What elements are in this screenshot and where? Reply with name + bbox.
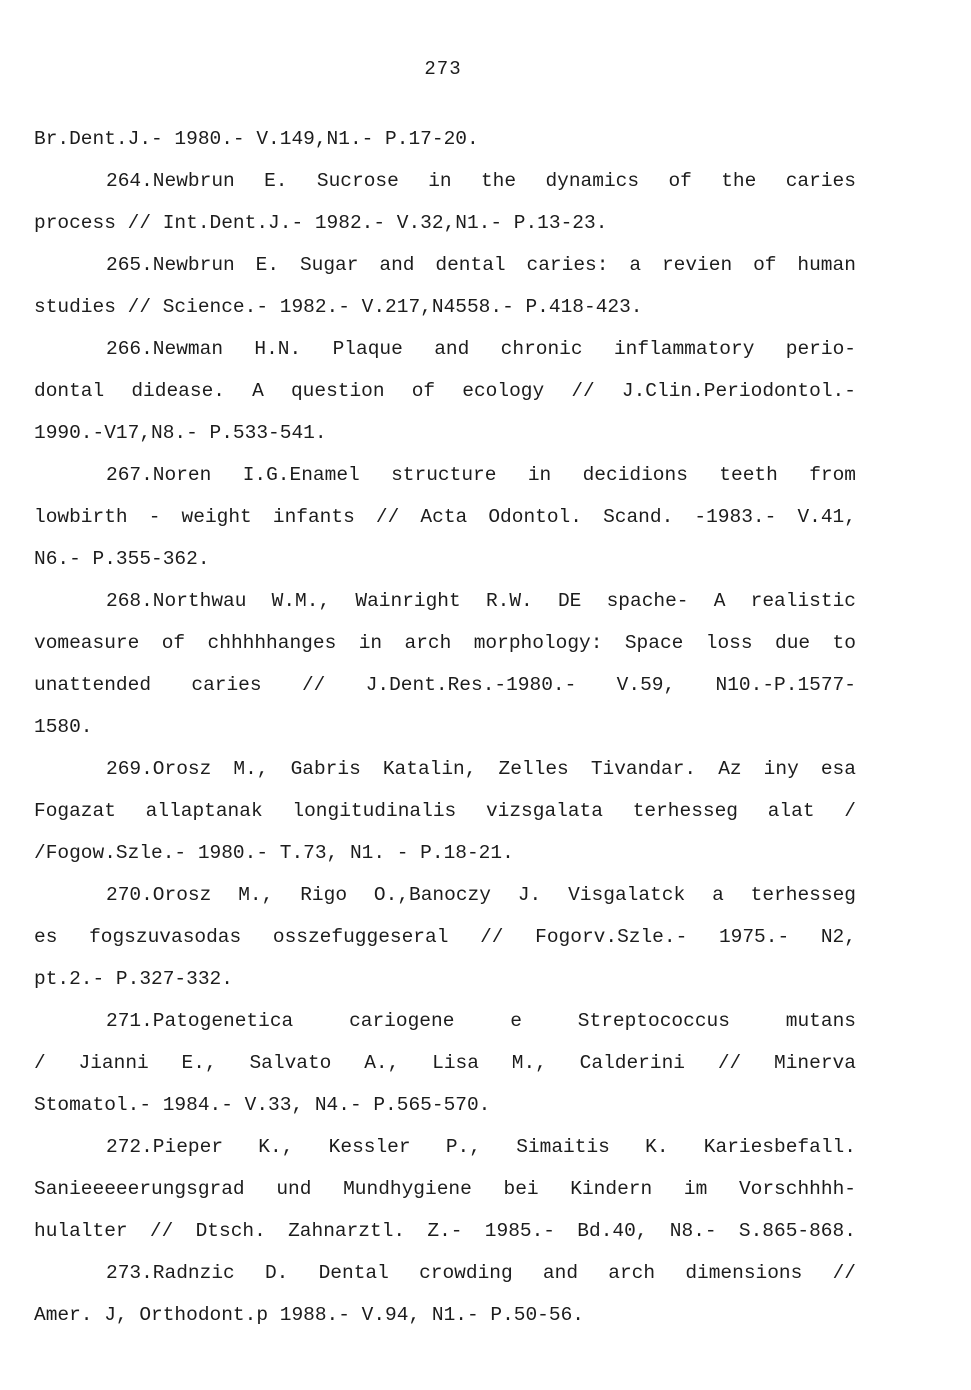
reference-word: Kariesbefall. xyxy=(703,1136,856,1158)
reference-word: cariogene xyxy=(349,1010,455,1032)
reference-word: a xyxy=(712,884,724,906)
reference-word: N8.- xyxy=(669,1220,717,1242)
reference-word: Scand. xyxy=(603,506,674,528)
reference-word: arch xyxy=(404,632,452,654)
reference-line: 1990.-V17,N8.- P.533-541. xyxy=(34,422,327,444)
reference-word: Salvato xyxy=(249,1052,332,1074)
reference-word: I.G.Enamel xyxy=(242,464,360,486)
reference-word: Acta xyxy=(420,506,468,528)
reference-word: bei xyxy=(503,1178,539,1200)
reference-line xyxy=(34,1042,856,1084)
reference-word: 266.Newman xyxy=(106,338,224,360)
reference-word: Lisa xyxy=(432,1052,479,1074)
reference-line xyxy=(34,664,856,706)
reference-word: longitudinalis xyxy=(292,800,457,822)
reference-word: infants xyxy=(272,506,355,528)
reference-word: Odontol. xyxy=(488,506,582,528)
reference-word: arch xyxy=(608,1262,656,1284)
reference-word: Sanieeeeerungsgrad xyxy=(34,1178,245,1200)
reference-word: N10.-P.1577- xyxy=(715,674,856,696)
reference-word: morphology: xyxy=(473,632,603,654)
reference-word: caries: xyxy=(526,254,609,276)
reference-word: dontal xyxy=(34,380,105,402)
reference-word: M., xyxy=(511,1052,547,1074)
reference-line xyxy=(34,1168,856,1210)
reference-word: terhesseg xyxy=(750,884,856,906)
reference-word: inflammatory xyxy=(613,338,755,360)
reference-word: human xyxy=(797,254,856,276)
reference-word: O.,Banoczy xyxy=(373,884,491,906)
reference-word: 265.Newbrun xyxy=(106,254,235,276)
reference-word: unattended xyxy=(34,674,152,696)
reference-line: studies // Science.- 1982.- V.217,N4558.- P.418-423. xyxy=(34,296,643,318)
reference-word: // xyxy=(571,380,595,402)
reference-word: Jianni xyxy=(78,1052,149,1074)
reference-word: es xyxy=(34,926,58,948)
reference-word: J. xyxy=(517,884,542,906)
reference-word: didease. xyxy=(131,380,225,402)
reference-word: question xyxy=(290,380,385,402)
reference-word: Vorschhhh- xyxy=(738,1178,856,1200)
reference-word: Streptococcus xyxy=(577,1010,730,1032)
reference-word: Mundhygiene xyxy=(343,1178,472,1200)
reference-word: W.M., xyxy=(271,590,331,612)
reference-line xyxy=(34,916,856,958)
reference-word: J.Dent.Res.-1980.- xyxy=(365,674,577,696)
reference-word: and xyxy=(542,1262,579,1284)
reference-line xyxy=(34,580,856,622)
reference-word: in xyxy=(527,464,552,486)
reference-line: N6.- P.355-362. xyxy=(34,548,210,570)
reference-word: 272.Pieper xyxy=(106,1136,224,1158)
reference-word: im xyxy=(683,1178,708,1200)
reference-word: mutans xyxy=(785,1010,856,1032)
reference-word: caries xyxy=(785,170,856,192)
reference-word: 268.Northwau xyxy=(106,590,247,612)
reference-word: Katalin, xyxy=(382,758,477,780)
reference-word: fogszuvasodas xyxy=(89,926,242,948)
reference-word: A xyxy=(252,380,264,402)
reference-word: chronic xyxy=(500,338,583,360)
reference-line xyxy=(34,244,856,286)
reference-word: Tivandar. xyxy=(590,758,697,780)
reference-word: Dtsch. xyxy=(195,1220,266,1242)
reference-word: K., xyxy=(258,1136,294,1158)
reference-word: // xyxy=(717,1052,742,1074)
reference-line xyxy=(34,454,856,496)
reference-line xyxy=(34,160,856,202)
reference-word: due xyxy=(775,632,811,654)
reference-word: structure xyxy=(391,464,497,486)
reference-word: Zelles xyxy=(498,758,569,780)
reference-word: alat xyxy=(767,800,815,822)
reference-word: and xyxy=(434,338,470,360)
reference-word: Fogorv.Szle.- xyxy=(535,926,688,948)
reference-word: Fogazat xyxy=(34,800,116,822)
reference-word: vizsgalata xyxy=(485,800,603,822)
reference-word: 271.Patogenetica xyxy=(106,1010,294,1032)
reference-word: 264.Newbrun xyxy=(106,170,235,192)
reference-line xyxy=(34,622,856,664)
reference-word: hulalter xyxy=(34,1220,128,1242)
reference-word: 269.Orosz xyxy=(106,758,212,780)
reference-line: Br.Dent.J.- 1980.- V.149,N1.- P.17-20. xyxy=(34,128,479,150)
reference-word: dimensions xyxy=(685,1262,803,1284)
reference-word: // xyxy=(832,1262,856,1284)
reference-word: lowbirth xyxy=(34,506,128,528)
reference-word: Minerva xyxy=(774,1052,856,1074)
reference-word: und xyxy=(276,1178,312,1200)
reference-word: of xyxy=(668,170,692,192)
reference-word: perio- xyxy=(785,338,856,360)
reference-word: 267.Noren xyxy=(106,464,212,486)
reference-word: P., xyxy=(445,1136,481,1158)
reference-word: dynamics xyxy=(545,170,640,192)
reference-word: revien xyxy=(661,254,733,276)
reference-word: Zahnarztl. xyxy=(288,1220,406,1242)
reference-word: decidions xyxy=(582,464,688,486)
reference-word: ecology xyxy=(462,380,545,402)
reference-word: R.W. xyxy=(485,590,533,612)
reference-line: Amer. J, Orthodont.p 1988.- V.94, N1.- P.50-56. xyxy=(34,1304,584,1326)
reference-word: S.865-868. xyxy=(738,1220,856,1242)
reference-word: spache- xyxy=(606,590,689,612)
reference-word: J.Clin.Periodontol.- xyxy=(621,380,856,402)
page-number: 273 xyxy=(424,58,462,80)
reference-word: of xyxy=(411,380,436,402)
reference-word: Rigo xyxy=(300,884,348,906)
reference-word: - xyxy=(148,506,161,528)
reference-word: iny xyxy=(763,758,799,780)
reference-word: chhhhhanges xyxy=(207,632,337,654)
reference-word: allaptanak xyxy=(145,800,263,822)
reference-word: from xyxy=(809,464,856,486)
reference-word: vomeasure xyxy=(34,632,140,654)
reference-line xyxy=(34,496,856,538)
reference-word: 1985.- xyxy=(484,1220,556,1242)
reference-word: // xyxy=(301,674,326,696)
reference-line xyxy=(34,1210,856,1252)
reference-line xyxy=(34,1126,856,1168)
reference-line: Stomatol.- 1984.- V.33, N4.- P.565-570. xyxy=(34,1094,491,1116)
reference-word: // xyxy=(375,506,400,528)
reference-word: a xyxy=(629,254,642,276)
reference-word: the xyxy=(721,170,757,192)
reference-word: teeth xyxy=(719,464,778,486)
reference-word: / xyxy=(34,1052,46,1074)
reference-word: dental xyxy=(435,254,506,276)
reference-word: 273.Radnzic xyxy=(106,1262,235,1284)
reference-word: K. xyxy=(645,1136,669,1158)
reference-word: Kindern xyxy=(570,1178,653,1200)
reference-word: crowding xyxy=(419,1262,513,1284)
reference-word: / xyxy=(844,800,856,822)
reference-word: 270.Orosz xyxy=(106,884,212,906)
reference-line xyxy=(34,328,856,370)
reference-word: DE xyxy=(557,590,582,612)
reference-word: Sugar xyxy=(299,254,359,276)
reference-word: realistic xyxy=(750,590,856,612)
reference-word: in xyxy=(358,632,383,654)
reference-word: the xyxy=(480,170,517,192)
reference-word: Dental xyxy=(318,1262,389,1284)
reference-word: N2, xyxy=(820,926,856,948)
reference-word: of xyxy=(161,632,186,654)
reference-word: esa xyxy=(820,758,856,780)
reference-word: in xyxy=(428,170,452,192)
reference-word: Visgalatck xyxy=(568,884,686,906)
reference-line: pt.2.- P.327-332. xyxy=(34,968,233,990)
reference-word: loss xyxy=(705,632,753,654)
reference-list xyxy=(34,118,856,1336)
reference-word: E., xyxy=(181,1052,217,1074)
reference-word: A., xyxy=(364,1052,400,1074)
reference-word: Az xyxy=(718,758,742,780)
reference-line xyxy=(34,370,856,412)
reference-word: Calderini xyxy=(579,1052,685,1074)
reference-line xyxy=(34,874,856,916)
reference-word: V.41, xyxy=(797,506,856,528)
reference-word: // xyxy=(480,926,504,948)
reference-word: osszefuggeseral xyxy=(272,926,449,948)
reference-word: Space xyxy=(624,632,684,654)
reference-word: caries xyxy=(191,674,262,696)
reference-word: D. xyxy=(264,1262,289,1284)
reference-word: A xyxy=(713,590,726,612)
reference-word: E. xyxy=(255,254,280,276)
reference-word: Wainright xyxy=(355,590,461,612)
reference-word: M., xyxy=(238,884,274,906)
reference-line: process // Int.Dent.J.- 1982.- V.32,N1.- P.13-23. xyxy=(34,212,608,234)
reference-word: M., xyxy=(233,758,269,780)
reference-word: V.59, xyxy=(616,674,676,696)
reference-word: // xyxy=(149,1220,174,1242)
reference-word: e xyxy=(510,1010,522,1032)
reference-word: Plaque xyxy=(332,338,403,360)
reference-word: E. xyxy=(264,170,288,192)
reference-word: Sucrose xyxy=(316,170,399,192)
reference-line xyxy=(34,1252,856,1294)
reference-word: of xyxy=(753,254,777,276)
reference-word: Simaitis xyxy=(516,1136,610,1158)
reference-word: Z.- xyxy=(427,1220,463,1242)
reference-word: weight xyxy=(181,506,252,528)
reference-word: -1983.- xyxy=(694,506,777,528)
reference-line: /Fogow.Szle.- 1980.- T.73, N1. - P.18-21. xyxy=(34,842,514,864)
reference-word: Bd.40, xyxy=(577,1220,648,1242)
reference-word: Gabris xyxy=(290,758,361,780)
reference-word: 1975.- xyxy=(718,926,790,948)
reference-word: and xyxy=(379,254,415,276)
reference-word: Kessler xyxy=(328,1136,411,1158)
reference-word: to xyxy=(832,632,856,654)
reference-line xyxy=(34,748,856,790)
reference-line: 1580. xyxy=(34,716,93,738)
reference-word: terhesseg xyxy=(632,800,739,822)
reference-word: H.N. xyxy=(254,338,302,360)
reference-line xyxy=(34,790,856,832)
reference-line xyxy=(34,1000,856,1042)
